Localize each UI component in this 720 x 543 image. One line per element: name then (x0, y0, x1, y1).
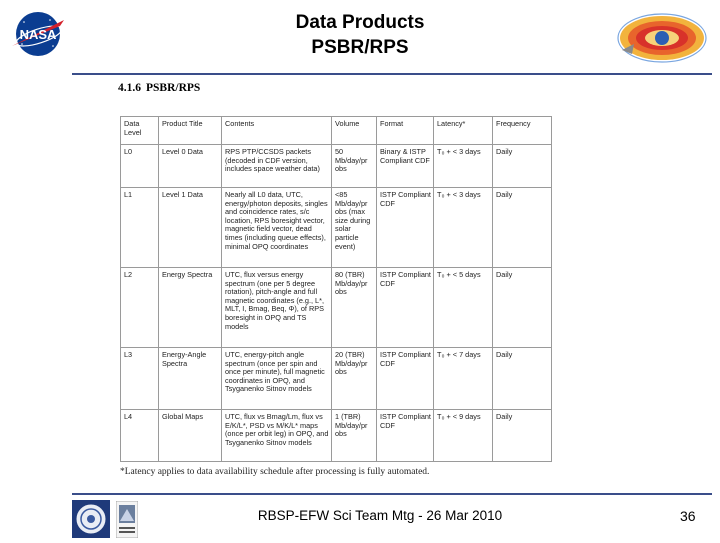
cell-level: L4 (121, 410, 159, 462)
column-header: Data Level (121, 117, 159, 145)
cell-frequency: Daily (493, 348, 552, 410)
table-row (121, 145, 552, 188)
section-heading (118, 82, 200, 94)
column-header: Product Title (159, 117, 222, 145)
cell-contents: RPS PTP/CCSDS packets (decoded in CDF version, includes space weather data) (222, 145, 332, 188)
column-header: Frequency (493, 117, 552, 145)
column-header: Format (377, 117, 434, 145)
cell-level: L2 (121, 268, 159, 348)
cell-volume: 20 (TBR) Mb/day/pr obs (332, 348, 377, 410)
page-number: 36 (680, 508, 696, 524)
cell-title: Global Maps (159, 410, 222, 462)
footer-divider (72, 493, 712, 495)
cell-frequency: Daily (493, 268, 552, 348)
cell-contents: UTC, energy-pitch angle spectrum (once per spin and once per minute), full magnetic coordinates in OPQ, and Tsyganenko Sitnov models (222, 348, 332, 410)
cell-frequency: Daily (493, 188, 552, 268)
cell-level: L1 (121, 188, 159, 268)
cell-latency: T₀ + < 3 days (434, 188, 493, 268)
table-row (121, 348, 552, 410)
slide-title: Data Products (295, 12, 425, 33)
cell-contents: Nearly all L0 data, UTC, energy/photon deposits, singles and coincidence rates, s/c location, RPS boresight vector, magnetic field vector, dead times (including queue effects), minimal OPQ coordinates (222, 188, 332, 268)
cell-frequency: Daily (493, 145, 552, 188)
nasa-logo-text: NASA (19, 27, 57, 42)
cell-contents: UTC, flux versus energy spectrum (one per 5 degree rotation), pitch-angle and full magnetic coordinates (e.g., L*, MLT, I, Bmag, Beq, Φ), of RPS boresight in OPQ and TS models (222, 268, 332, 348)
column-header: Contents (222, 117, 332, 145)
table-header-row (121, 117, 552, 145)
cell-level: L0 (121, 145, 159, 188)
cell-title: Level 1 Data (159, 188, 222, 268)
table-row (121, 268, 552, 348)
footer-meeting-text: RBSP-EFW Sci Team Mtg - 26 Mar 2010 (257, 508, 503, 523)
cell-latency: T₀ + < 9 days (434, 410, 493, 462)
cell-level: L3 (121, 348, 159, 410)
cell-title: Energy Spectra (159, 268, 222, 348)
cell-latency: T₀ + < 7 days (434, 348, 493, 410)
cell-frequency: Daily (493, 410, 552, 462)
cell-title: Level 0 Data (159, 145, 222, 188)
table-footnote: *Latency applies to data availability schedule after processing is fully automated. (120, 467, 430, 477)
data-products-table (120, 116, 552, 462)
table-row (121, 188, 552, 268)
cell-contents: UTC, flux vs Bmag/Lm, flux vs E/K/L*, PSD vs M/K/L* maps (once per orbit leg) in OPQ, and Tsyganenko Sitnov models (222, 410, 332, 462)
section-title: PSBR/RPS (146, 82, 201, 94)
cell-format: Binary & ISTP Compliant CDF (377, 145, 434, 188)
cell-latency: T₀ + < 5 days (434, 268, 493, 348)
column-header: Latency* (434, 117, 493, 145)
cell-format: ISTP Compliant CDF (377, 410, 434, 462)
cell-latency: T₀ + < 3 days (434, 145, 493, 188)
cell-format: ISTP Compliant CDF (377, 268, 434, 348)
cell-format: ISTP Compliant CDF (377, 188, 434, 268)
cell-volume: <85 Mb/day/pr obs (max size during solar particle event) (332, 188, 377, 268)
header-divider (72, 73, 712, 75)
cell-format: ISTP Compliant CDF (377, 348, 434, 410)
column-header: Volume (332, 117, 377, 145)
cell-volume: 1 (TBR) Mb/day/pr obs (332, 410, 377, 462)
cell-volume: 80 (TBR) Mb/day/pr obs (332, 268, 377, 348)
radiation-belts-logo (612, 10, 708, 66)
table-row (121, 410, 552, 462)
section-number: 4.1.6 (118, 82, 141, 94)
cell-volume: 50 Mb/day/pr obs (332, 145, 377, 188)
cell-title: Energy-Angle Spectra (159, 348, 222, 410)
slide-subtitle: PSBR/RPS (311, 37, 409, 58)
